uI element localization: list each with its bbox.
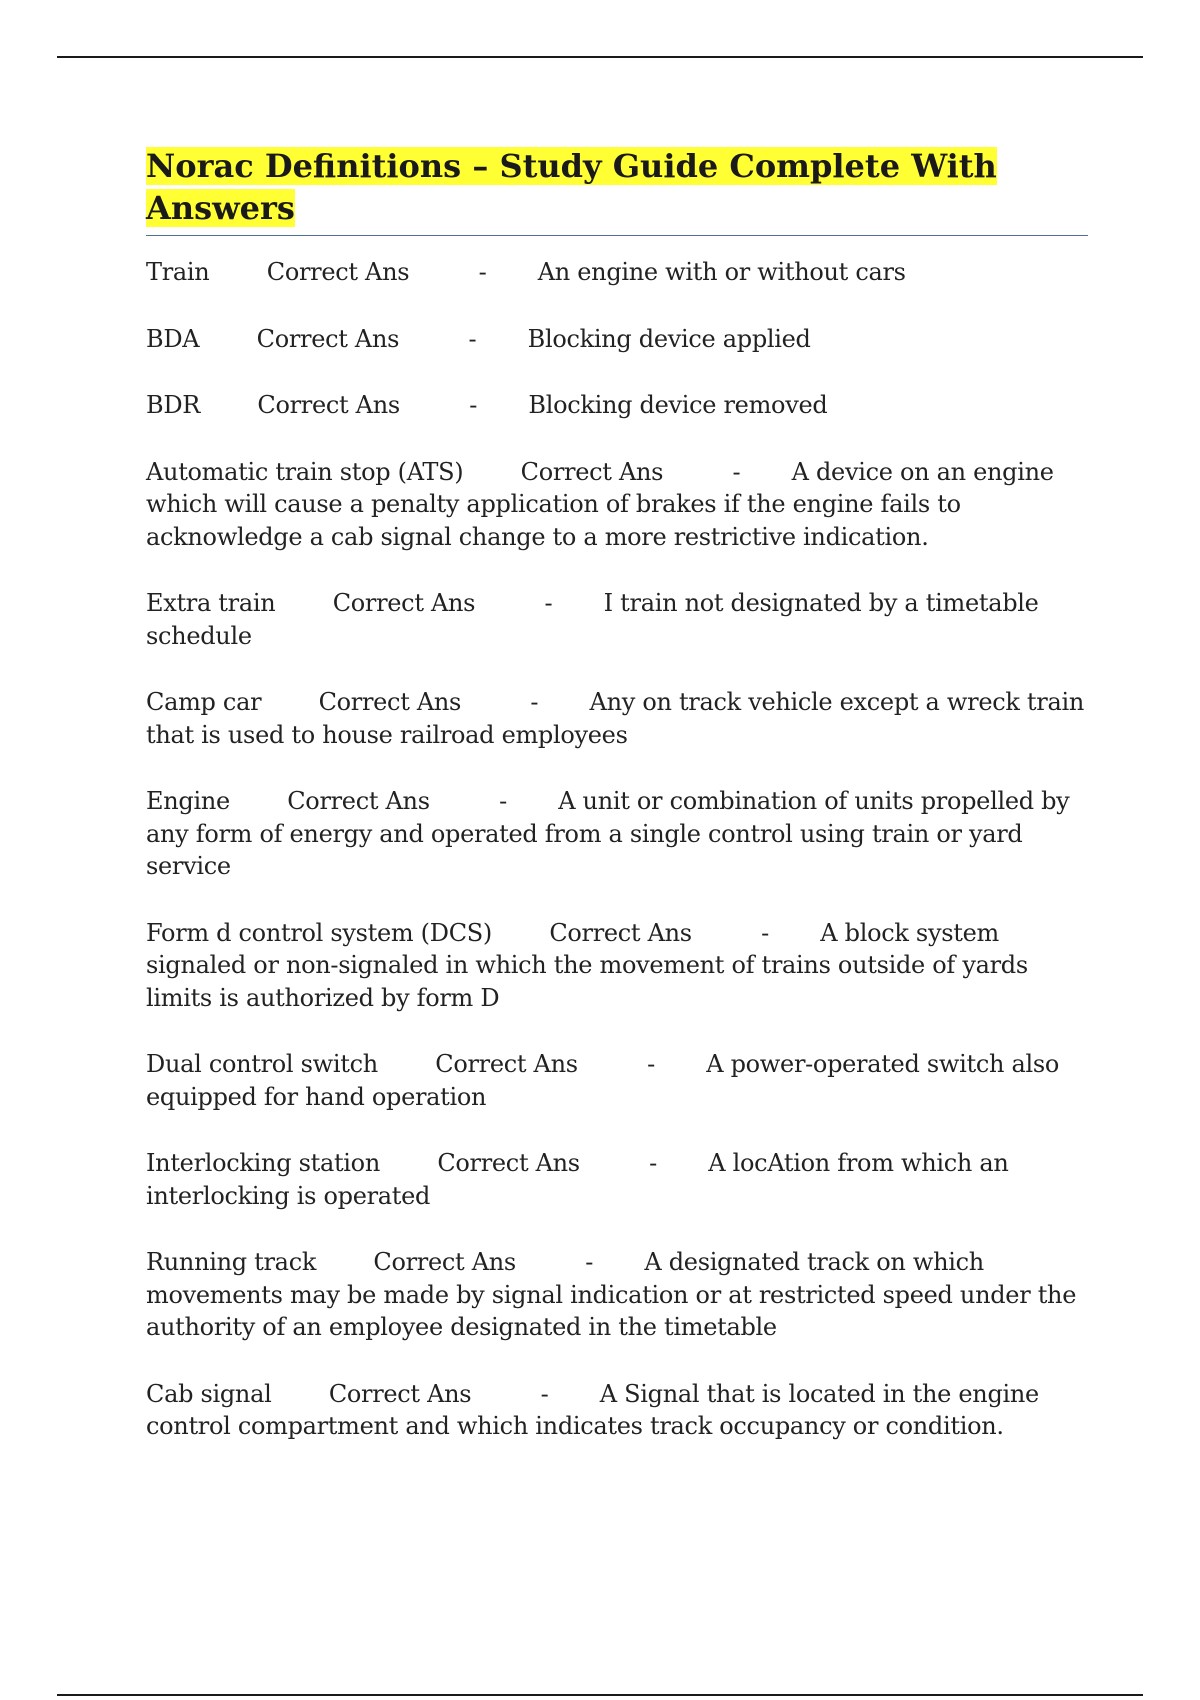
answer-separator: - — [585, 1248, 594, 1276]
term: Dual control switch — [146, 1050, 378, 1078]
definition: A Signal that is located in the engine control compartment and which indicates track occupancy or condition. — [146, 1379, 1039, 1440]
term: BDA — [146, 324, 200, 353]
answer-label: Correct Ans — [332, 589, 476, 617]
answer-label: Correct Ans — [318, 688, 462, 716]
definition: Any on track vehicle except a wreck train that is used to house railroad employees — [146, 688, 1084, 749]
answer-separator: - — [468, 324, 477, 353]
definition: A designated track on which movements may be made by signal indication or at restricted speed under the authority of an employee designated in the timetable — [146, 1248, 1077, 1341]
definition: Blocking device applied — [527, 324, 811, 353]
definition-entry — [146, 1246, 1088, 1344]
definition: A block system signaled or non-signaled in which the movement of trains outside of yards limits is authorized by form D — [146, 918, 1028, 1012]
definition-entry — [146, 1378, 1088, 1443]
definition: An engine with or without cars — [537, 258, 906, 286]
title-block — [146, 145, 1088, 236]
term: Extra train — [146, 589, 276, 617]
definition-entry — [146, 1147, 1088, 1212]
term: Train — [146, 258, 210, 286]
definition: I train not designated by a timetable schedule — [146, 589, 1039, 650]
answer-separator: - — [478, 258, 487, 286]
page-header-rule — [57, 56, 1143, 58]
term: Running track — [146, 1248, 317, 1276]
definition-entry — [146, 389, 1088, 422]
term: Camp car — [146, 688, 262, 716]
answer-label: Correct Ans — [437, 1149, 580, 1177]
definition-entry — [146, 686, 1088, 751]
answer-separator: - — [732, 457, 741, 486]
answer-separator: - — [530, 688, 539, 716]
document-body — [146, 145, 1088, 1477]
definition-entry — [146, 456, 1088, 554]
answer-label: Correct Ans — [435, 1050, 578, 1078]
answer-label: Correct Ans — [256, 324, 400, 353]
answer-separator: - — [469, 391, 478, 419]
answer-separator: - — [544, 589, 553, 617]
definition: Blocking device removed — [528, 391, 828, 419]
title-highlight: Norac Definitions – Study Guide Complete With Answers — [146, 147, 997, 227]
term: Interlocking station — [146, 1149, 380, 1177]
term: Automatic train stop (ATS) — [146, 457, 464, 486]
definition: A device on an engine which will cause a penalty application of brakes if the engine fails to acknowledge a cab signal change to a more restrictive indication. — [146, 457, 1054, 551]
definition-entry — [146, 587, 1088, 652]
answer-separator: - — [761, 918, 769, 947]
document-title — [146, 145, 1088, 229]
answer-label: Correct Ans — [287, 787, 430, 815]
answer-label: Correct Ans — [520, 457, 664, 486]
term: Cab signal — [146, 1379, 272, 1408]
definition: A power-operated switch also equipped for hand operation — [146, 1050, 1060, 1111]
term: Form d control system (DCS) — [146, 918, 492, 947]
definition-entry — [146, 917, 1088, 1015]
answer-label: Correct Ans — [257, 391, 400, 419]
answer-separator: - — [647, 1050, 655, 1078]
answer-label: Correct Ans — [373, 1248, 516, 1276]
definition: A unit or combination of units propelled by any form of energy and operated from a single control using train or yard service — [146, 787, 1070, 880]
term: BDR — [146, 391, 201, 419]
answer-label: Correct Ans — [549, 918, 692, 947]
page-footer-rule — [57, 1694, 1143, 1696]
definitions-list — [146, 256, 1088, 1443]
answer-separator: - — [499, 787, 507, 815]
definition-entry — [146, 323, 1088, 356]
definition-entry — [146, 785, 1088, 883]
definition: A locAtion from which an interlocking is operated — [146, 1149, 1009, 1210]
answer-label: Correct Ans — [328, 1379, 472, 1408]
answer-separator: - — [649, 1149, 657, 1177]
definition-entry — [146, 256, 1088, 289]
answer-separator: - — [540, 1379, 549, 1408]
term: Engine — [146, 787, 230, 815]
definition-entry — [146, 1048, 1088, 1113]
answer-label: Correct Ans — [266, 258, 410, 286]
